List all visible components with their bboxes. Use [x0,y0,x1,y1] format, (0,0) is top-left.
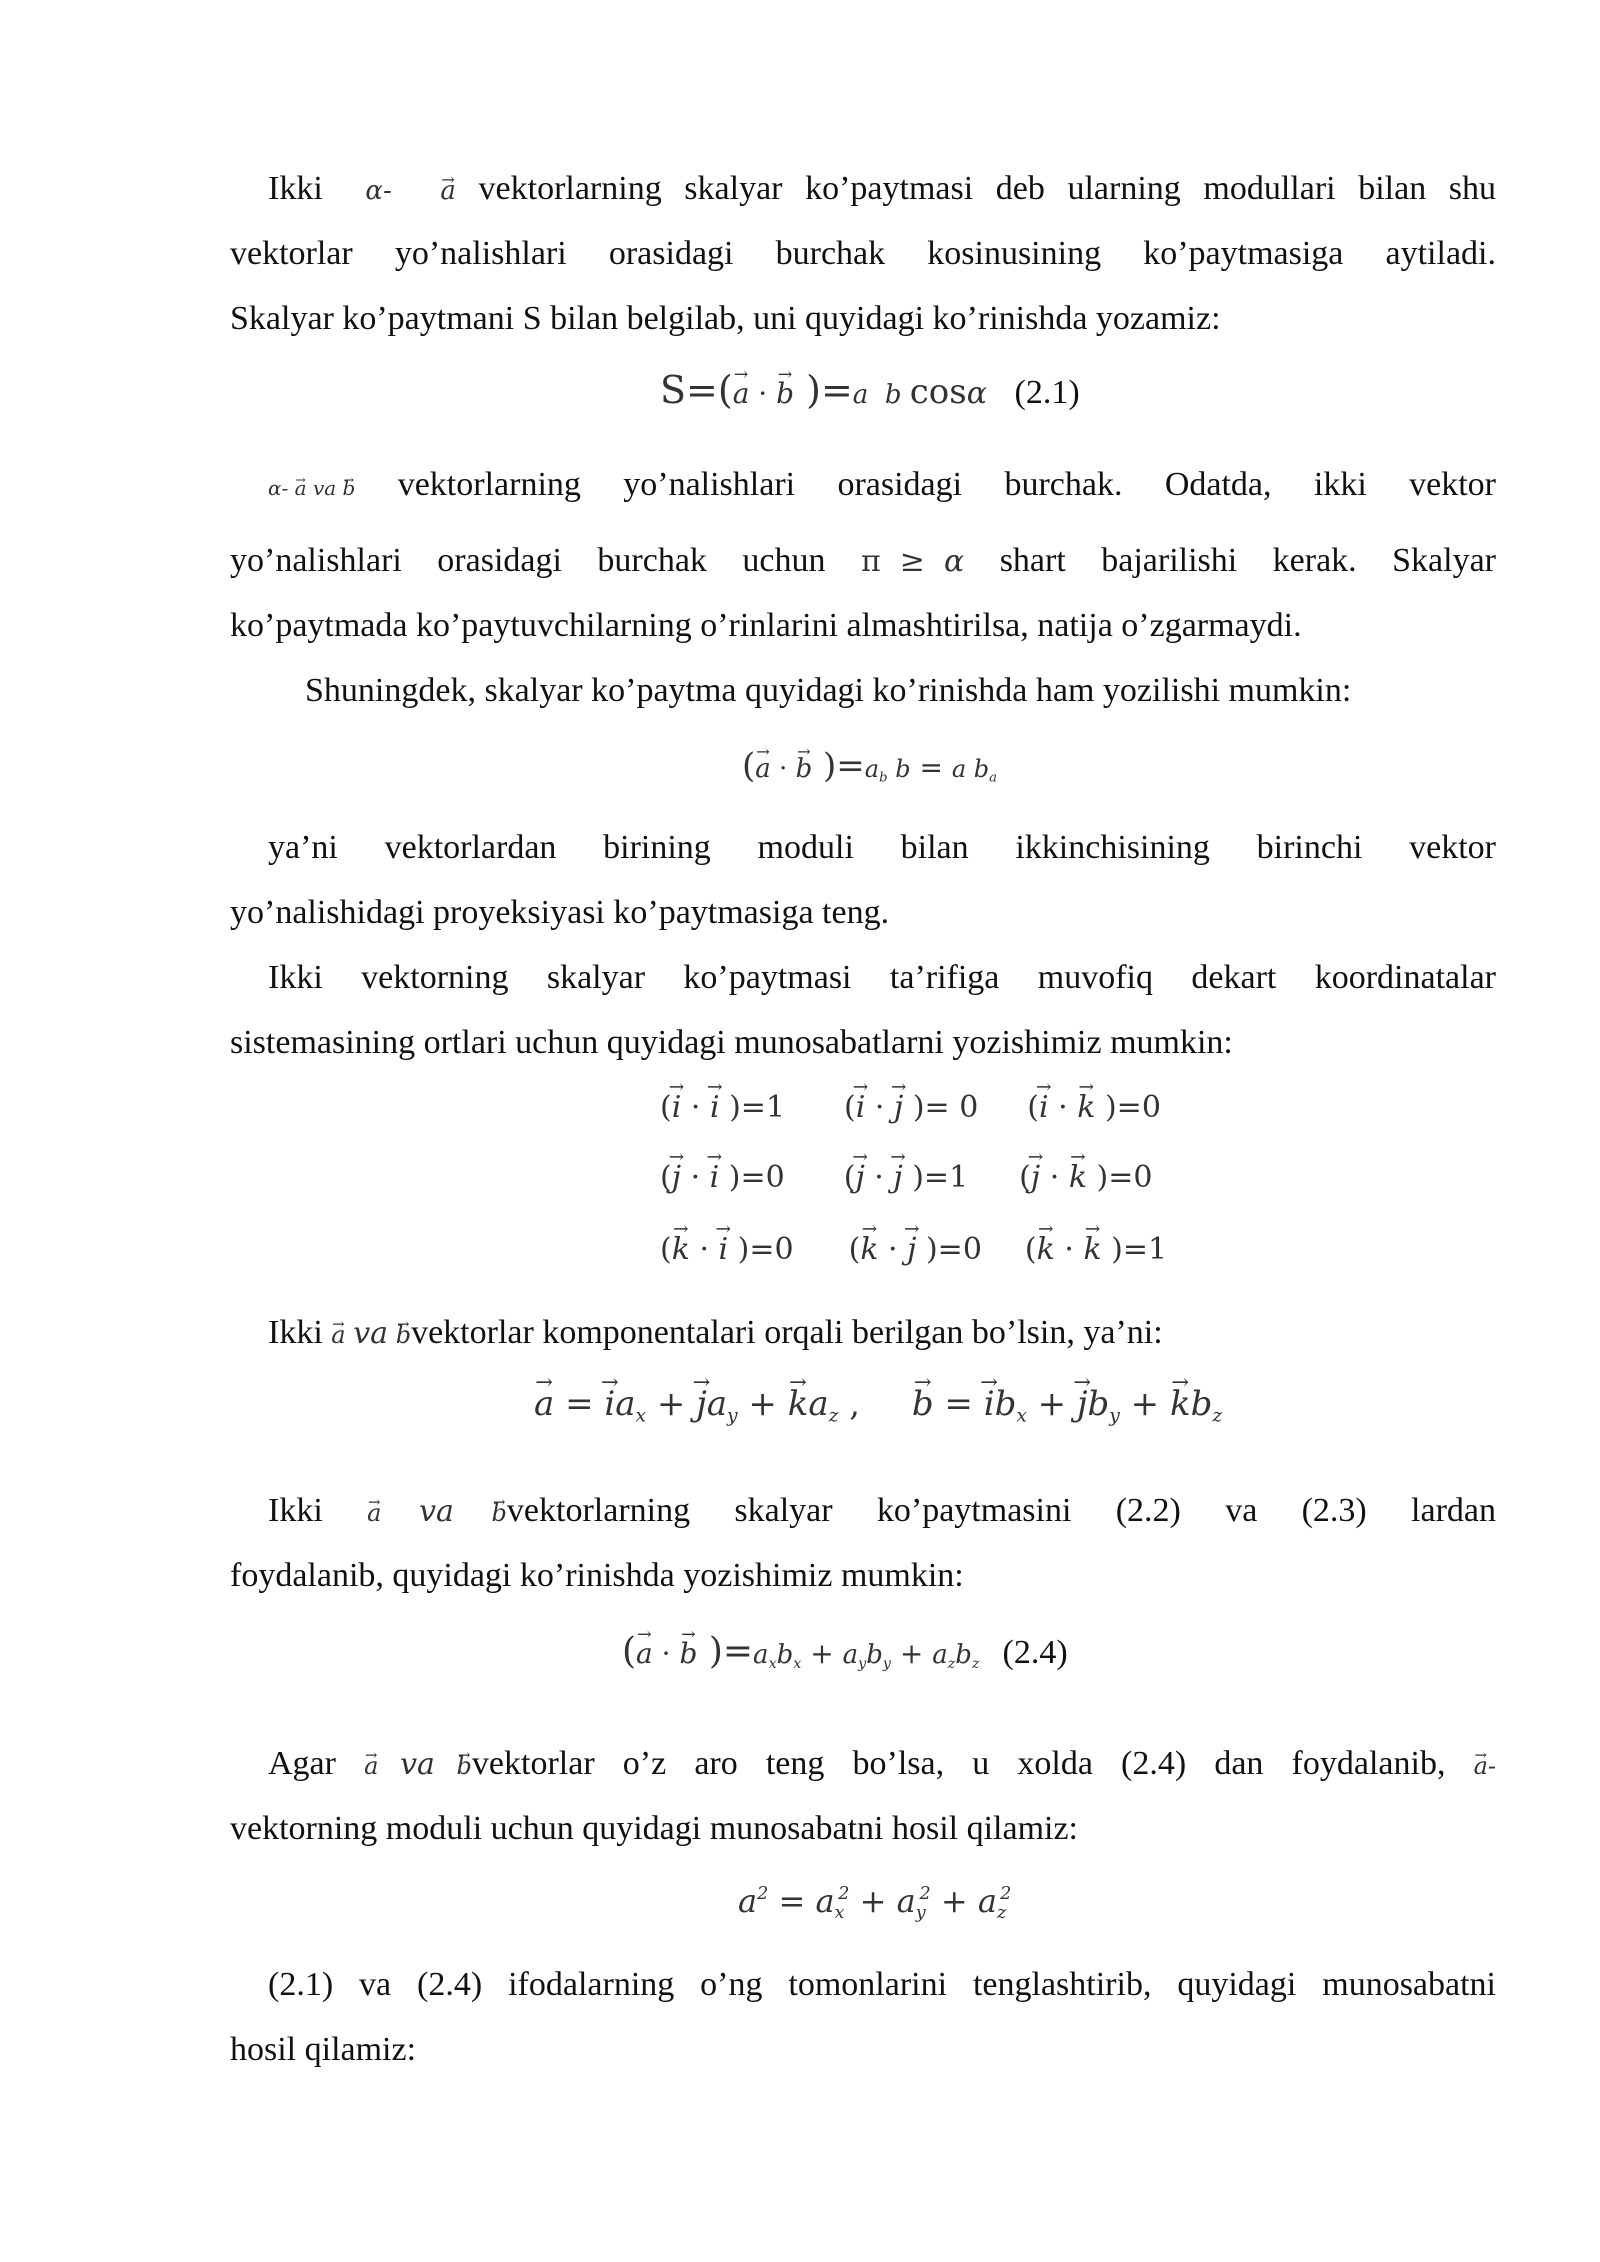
equation-projection: (a → · $b \to )=a_b$ b = a $b_a$ [742,746,997,786]
paragraph-7-line-1: Ikki a → va b →vektorlarning skalyar ko’paytmasini (2.2) va (2.3) lardan [268,1478,1496,1546]
equation-components: a → = $i \to a_x + j \to a_y + k \to a_z$ , b → = $i \to b_x + j \to b_y + k \to b_z$ [534,1384,1222,1427]
unit-vector-row-1: (i → · i → )=1 (i → · j → )= 0 (i → · k → )=0 [660,1090,1161,1125]
paragraph-8-line-2: vektorning moduli uchun quyidagi munosabatni hosil qilamiz: [230,1810,1079,1847]
a-va-b-inline: a → va b → [331,1301,411,1368]
a-va-b-inline-3: a → va b → [364,1732,472,1799]
unit-vector-row-3: (k → · i → )=0 (k → · j → )=0 (k → · k → )=1 [660,1232,1167,1267]
a-va-b-inline-2: a → va b → [367,1479,507,1546]
paragraph-2-line-2: yo’nalishlari orasidagi burchak uchun π ≥ α shart bajarilishi kerak. Skalyar [230,528,1496,594]
paragraph-2-text: vektorlarning yo’nalishlari orasidagi burchak. Odatda, ikki vektor [397,466,1497,503]
paragraph-1-line-2: vektorlar yo’nalishlari orasidagi burchak kosinusining ko’paytmasiga aytiladi. [230,235,1496,272]
pi-geq-alpha: π ≥ α [860,544,965,579]
paragraph-4-line-1: ya’ni vektorlardan birining moduli bilan ikkinchisining birinchi vektor [268,829,1496,866]
paragraph-6: Ikki a → va b →vektorlar komponentalari orqali berilgan bo’lsin, ya’ni: [268,1300,1496,1368]
paragraph-2-line-1 [268,452,1496,521]
paragraph-4-line-2: yo’nalishidagi proyeksiyasi ko’paytmasiga teng. [230,894,890,931]
paragraph-9-line-2: hosil qilamiz: [230,2031,417,2068]
paragraph-5-line-2: sistemasining ortlari uchun quyidagi munosabatlarni yozishimiz mumkin: [230,1024,1233,1061]
vector-a-symbol: a → [440,159,456,224]
paragraph-7-line-2: foydalanib, quyidagi ko’rinishda yozishimiz mumkin: [230,1557,964,1594]
paragraph-3: Shuningdek, skalyar ko’paytma quyidagi ko’rinishda ham yozilishi mumkin: [305,672,1352,709]
equation-2-1-label: (2.1) [1014,374,1080,411]
vector-a-dash: a →- [1474,1734,1496,1799]
equation-modulus: $a^2 = a_x^2 + a_y^2 + a_z^2$ [738,1882,1012,1924]
alpha-a-b-inline: α- a → va b → [268,456,355,521]
paragraph-2-line-3: ko’paytmada ko’paytuvchilarning o’rinlarini almashtirilsa, natija o’zgarmaydi. [230,607,1302,644]
paragraph-1-line-3: Skalyar ko’paytmani S bilan belgilab, uni quyidagi ko’rinishda yozamiz: [230,300,1221,337]
paragraph-9-line-1: (2.1) va (2.4) ifodalarning o’ng tomonlarini tenglashtirib, quyidagi munosabatni [268,1966,1496,2003]
equation-2-4-label: (2.4) [1002,1634,1068,1671]
paragraph-1-line-1 [268,156,1496,224]
alpha-symbol: α- [365,176,392,206]
unit-vector-row-2: (j → · i → )=0 (j → · j → )=1 (j → · k → )=0 [660,1160,1152,1195]
equation-2-1: S=(a → · b → )=a b cosα (2.1) [660,368,1080,413]
equation-2-4: (a → · $b \to )=a_xb_x + a_yb_y + a_zb_z$ (2.4) [622,1630,1068,1672]
paragraph-8-line-1: Agar a → va b →vektorlar o’z aro teng bo’lsa, u xolda (2.4) dan foydalanib, a →- [268,1731,1496,1799]
paragraph-5-line-1: Ikki vektorning skalyar ko’paytmasi ta’rifiga muvofiq dekart koordinatalar [268,959,1496,996]
word-ikki: Ikki [268,170,323,207]
paragraph-1-text: vektorlarning skalyar ko’paytmasi deb ularning modullari bilan shu [478,170,1497,207]
